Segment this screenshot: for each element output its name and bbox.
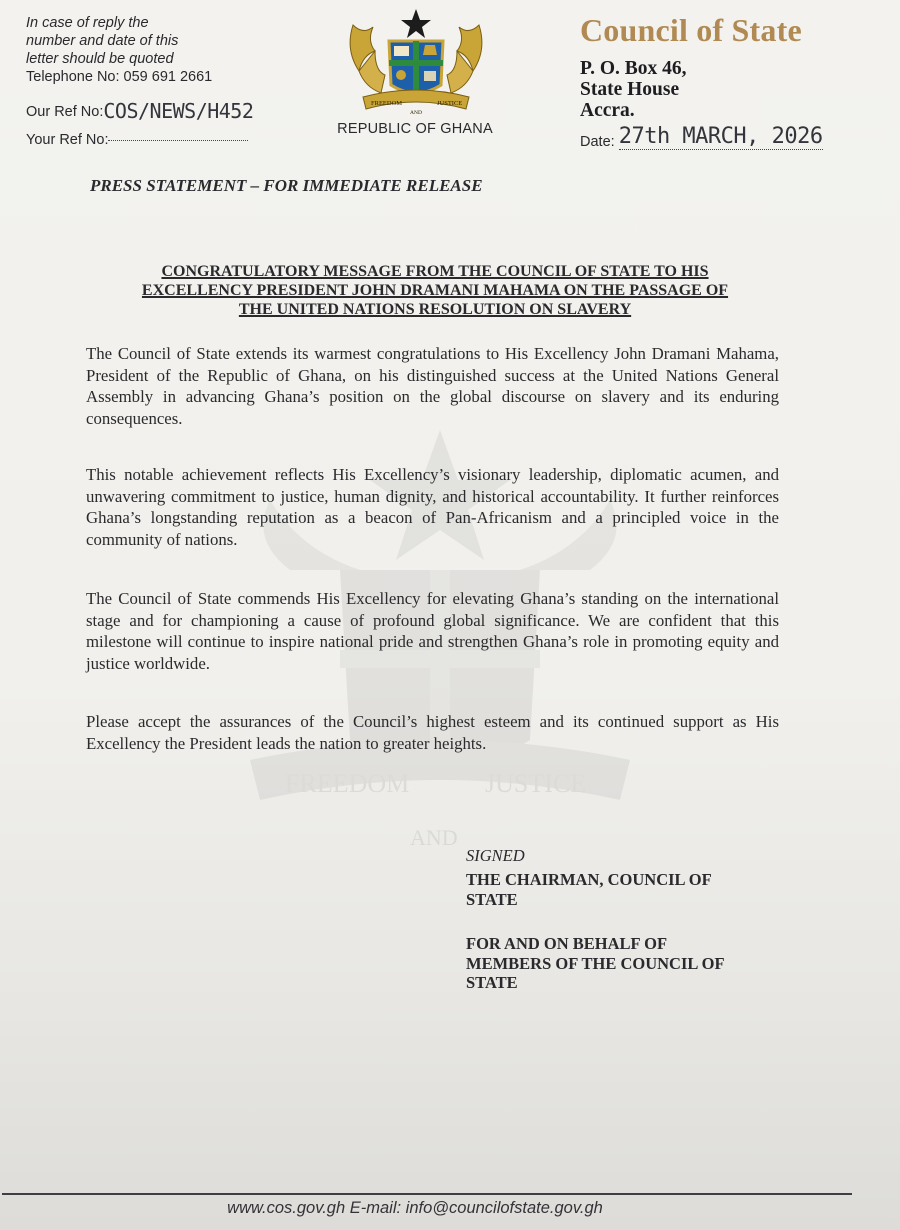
our-ref-row [26,97,253,121]
our-ref-value: COS/NEWS/H452 [103,99,254,123]
date-label: Date: [580,134,615,150]
svg-text:JUSTICE: JUSTICE [485,769,587,798]
footer [0,1199,830,1218]
crest-motto-justice: JUSTICE [437,100,463,107]
address-line: Accra. [580,100,635,121]
reply-note [26,14,256,86]
date-value: 27th MARCH, 2026 [618,124,823,149]
your-ref-blank [108,140,248,141]
headline [90,262,780,319]
your-ref-label: Your Ref No: [26,132,109,148]
council-title: Council of State [580,12,802,48]
svg-text:FREEDOM: FREEDOM [285,769,410,798]
headline-line: CONGRATULATORY MESSAGE FROM THE COUNCIL OF STATE TO HIS [161,263,709,280]
body-paragraph: This notable achievement reflects His Excellency’s visionary leadership, diplomatic acumen, and unwavering commitment to justice, human dignity, and historical accountability. It further reinforces Ghana’s longstanding reputation as a beacon of Pan-Africanism and a principled voice in the community of nations. [86,465,779,549]
body-paragraph: Please accept the assurances of the Council’s highest esteem and its continued support as His Excellency the President leads the nation to greater heights. [86,712,779,753]
body-paragraph: The Council of State extends its warmest congratulations to His Excellency John Dramani Mahama, President of the Republic of Ghana, on his distinguished success at the United Nations General Assembly in advancing Ghana’s position on the global discourse on slavery and its enduring consequences. [86,344,779,428]
headline-line: THE UNITED NATIONS RESOLUTION ON SLAVERY [238,301,632,318]
signed-label: SIGNED [466,846,525,865]
on-behalf-line: STATE [466,973,518,992]
your-ref-row [26,132,248,148]
republic-label: REPUBLIC OF GHANA [337,121,493,137]
on-behalf-line: FOR AND ON BEHALF OF [466,934,668,953]
headline-line: EXCELLENCY PRESIDENT JOHN DRAMANI MAHAMA ON THE PASSAGE OF [141,282,729,299]
chairman-title [466,870,786,909]
footer-email: E-mail: info@councilofstate.gov.gh [349,1199,603,1217]
press-statement-label: PRESS STATEMENT – FOR IMMEDIATE RELEASE [90,176,483,195]
on-behalf-block [466,934,786,993]
reply-note-line: letter should be quoted [26,51,174,67]
on-behalf-line: MEMBERS OF THE COUNCIL OF [466,953,725,973]
chairman-title-line: THE CHAIRMAN, COUNCIL OF [466,870,712,889]
reply-note-line: number and date of this [26,33,179,49]
date-row [580,124,823,152]
svg-text:AND: AND [410,825,458,850]
body-paragraph: The Council of State commends His Excellency for elevating Ghana’s standing on the international stage and for championing a cause of profound global significance. We are confident that this milestone will continue to inspire national pride and strengthen Ghana’s role in promoting equity and justice worldwide. [86,589,779,673]
footer-divider [2,1193,852,1195]
our-ref-label: Our Ref No: [26,104,104,120]
address-line: State House [580,79,680,100]
reply-note-line: In case of reply the [26,15,149,31]
coat-of-arms-icon [345,5,487,117]
crest-motto-and: AND [410,110,422,116]
address-block [580,58,687,121]
footer-website: www.cos.gov.gh [227,1199,346,1217]
telephone: Telephone No: 059 691 2661 [26,69,213,85]
address-line: P. O. Box 46, [580,58,687,79]
chairman-title-line: STATE [466,889,518,909]
crest-motto-freedom: FREEDOM [371,100,403,107]
